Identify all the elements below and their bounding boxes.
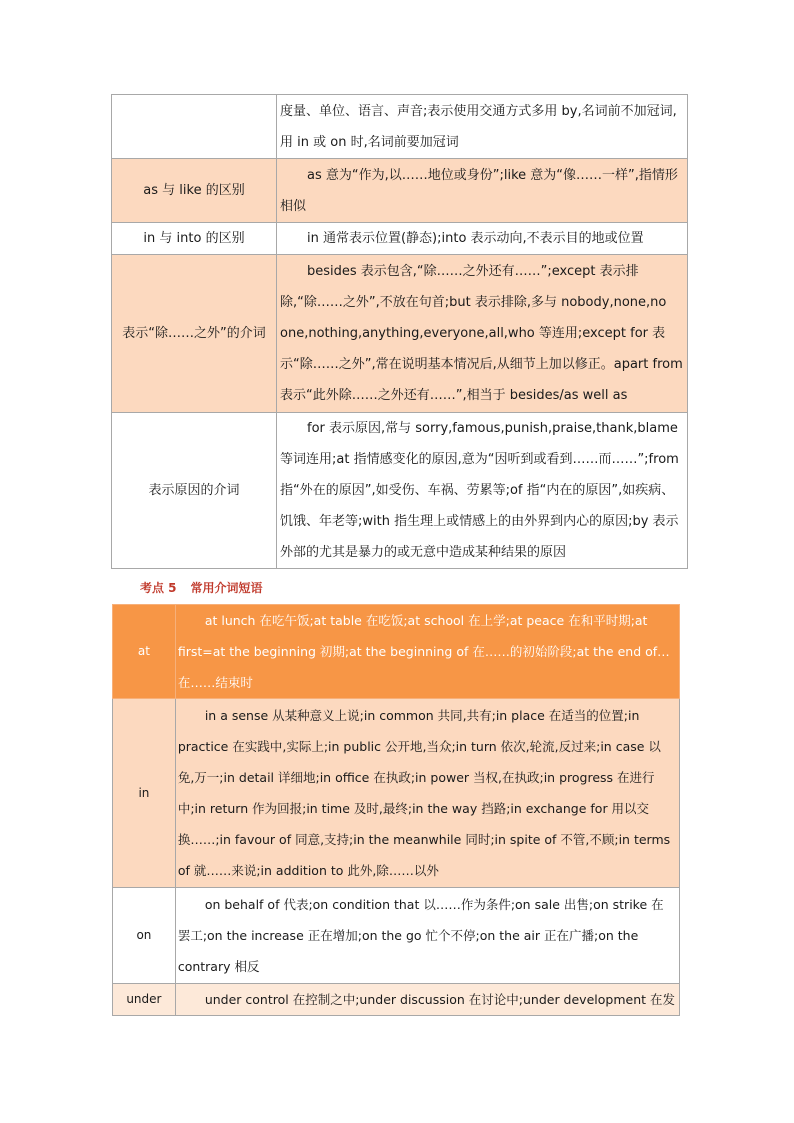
description-text: besides 表示包含,“除……之外还有……”;except 表示排除,“除……之外”,不放在句首;but 表示排除,多与 nobody,none,no one,nothing,anything,everyone,all,who 等连用;except for 表示“除……之外”,常在说明基本情况后,从细节上加以修正。apart from 表示“此外除……之外还有……”,相当于 besides/as well as [280, 264, 683, 403]
description-cell [277, 159, 688, 223]
table-row [112, 413, 688, 569]
description-cell [175, 984, 679, 1016]
description-cell: 度量、单位、语言、声音;表示使用交通方式多用 by,名词前不加冠词,用 in 或 on 时,名词前要加冠词 [277, 95, 688, 159]
section-title: 常用介词短语 [190, 581, 263, 595]
description-cell [277, 223, 688, 255]
table-row [113, 984, 680, 1016]
term-cell: in [113, 699, 176, 888]
prepositions-difference-table [111, 94, 688, 569]
description-cell [277, 255, 688, 413]
term-cell: 表示“除……之外”的介词 [112, 255, 277, 413]
description-cell [277, 413, 688, 569]
term-cell: as 与 like 的区别 [112, 159, 277, 223]
term-cell [112, 95, 277, 159]
term-cell: 表示原因的介词 [112, 413, 277, 569]
description-text: as 意为“作为,以……地位或身份”;like 意为“像……一样”,指情形相似 [280, 167, 678, 214]
section-number: 考点 5 [140, 581, 177, 595]
table-row [112, 95, 688, 159]
description-cell [175, 605, 679, 699]
description-cell [175, 888, 679, 984]
table-row [112, 255, 688, 413]
term-cell: on [113, 888, 176, 984]
description-text: for 表示原因,常与 sorry,famous,punish,praise,thank,blame 等词连用;at 指情感变化的原因,意为“因听到或看到……而……”;from 指“外在的原因”,如受伤、车祸、劳累等;of 指“内在的原因”,如疾病、饥饿、年老等;with 指生理上或情感上的由外界到内心的原因;by 表示外部的尤其是暴力的或无意中造成某种结果的原因 [280, 421, 679, 560]
table-row [113, 605, 680, 699]
description-text: in 通常表示位置(静态);into 表示动向,不表示目的地或位置 [307, 231, 644, 246]
description-cell [175, 699, 679, 888]
table-row [112, 159, 688, 223]
description-text: in a sense 从某种意义上说;in common 共同,共有;in place 在适当的位置;in practice 在实践中,实际上;in public 公开地,当众;in turn 依次,轮流,反过来;in case 以免,万一;in detail 详细地;in office 在执政;in power 当权,在执政;in progress 在进行中;in return 作为回报;in time 及时,最终;in the way 挡路;in exchange for 用以交换……;in favour of 同意,支持;in the meanwhile 同时;in spite of 不管,不顾;in terms of 就……来说;in addition to 此外,除……以外 [177, 708, 671, 878]
description-text: at lunch 在吃午饭;at table 在吃饭;at school 在上学;at peace 在和平时期;at first=at the beginning 初期;at the beginning of 在……的初始阶段;at the end of…在……结束时 [177, 613, 670, 690]
term-cell: at [113, 605, 176, 699]
description-text: under control 在控制之中;under discussion 在讨论中;under development 在发 [204, 992, 675, 1007]
prepositional-phrases-table [112, 604, 680, 1016]
term-cell: in 与 into 的区别 [112, 223, 277, 255]
table-row [113, 699, 680, 888]
section-heading [140, 579, 277, 596]
table-row [113, 888, 680, 984]
term-cell: under [113, 984, 176, 1016]
description-text: on behalf of 代表;on condition that 以……作为条件;on sale 出售;on strike 在罢工;on the increase 正在增加;on the go 忙个不停;on the air 正在广播;on the contrary 相反 [177, 897, 664, 974]
table-row [112, 223, 688, 255]
